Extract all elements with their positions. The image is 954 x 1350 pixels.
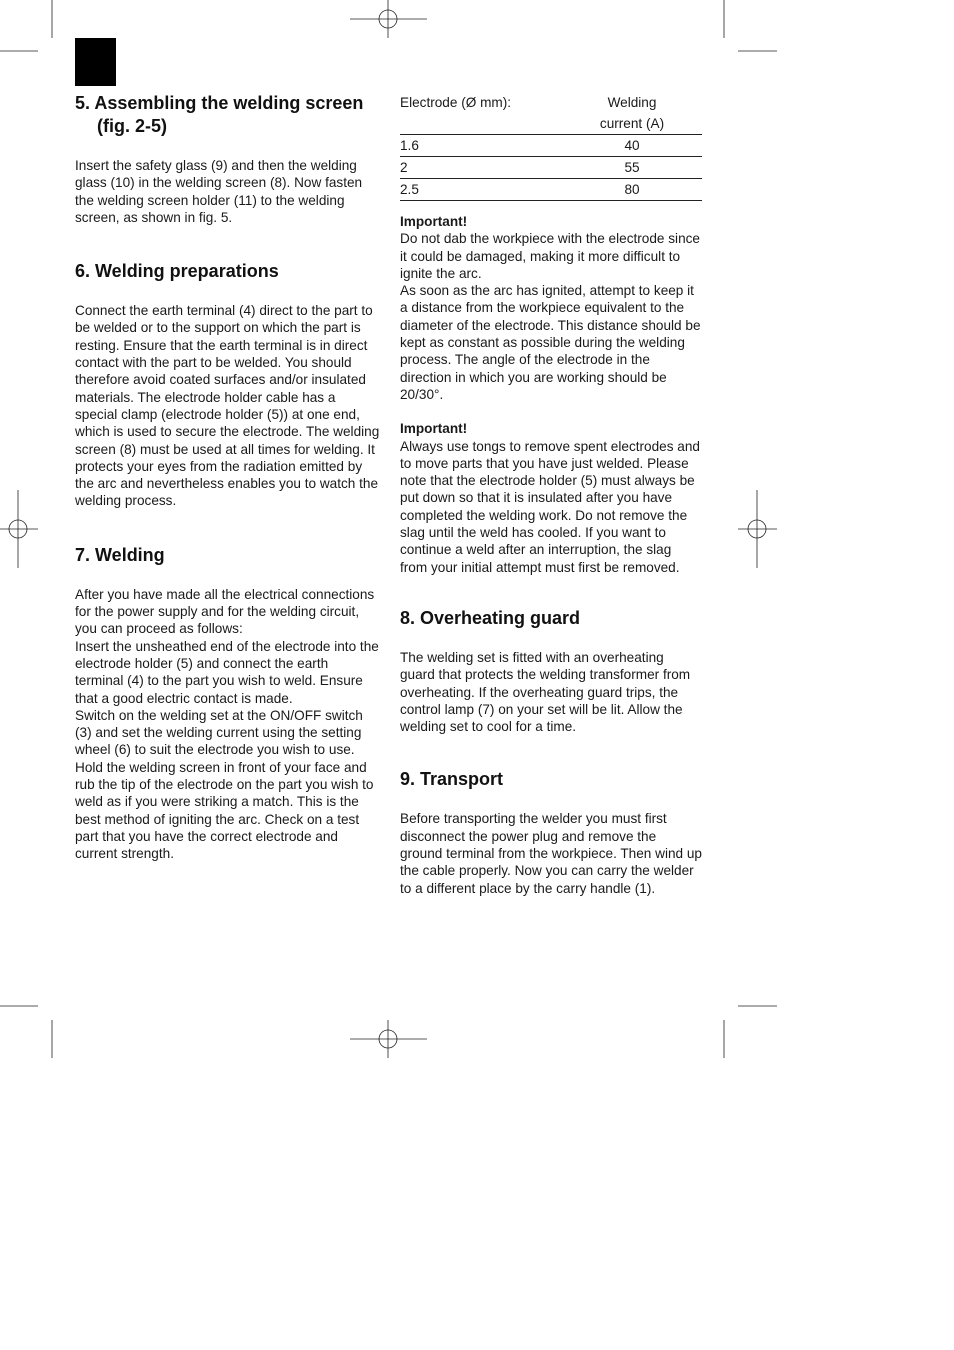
table-row [400, 157, 702, 179]
section-heading: 7. Welding [75, 544, 165, 565]
electrode-cell: 2.5 [400, 179, 562, 201]
paragraph: Insert the unsheathed end of the electrode into the electrode holder (5) and connect the earth terminal (4) to the part you wish to weld. Ensure that a good electric contact is made. [75, 638, 379, 706]
current-cell: 80 [562, 179, 702, 201]
table-row [400, 179, 702, 201]
paragraph: Connect the earth terminal (4) direct to the part to be welded or to the support on which the part is resting. Ensure that the earth terminal is in direct contact with the part to be welded. You should therefore avoid coated surfaces and/or insulated materials. The electrode holder cable has a special clamp (electrode holder (5)) at one end, which is used to secure the electrode. The welding screen (8) must be used at all times for welding. It protects your eyes from the radiation emitted by the arc and nevertheless enables you to watch the welding process. [75, 303, 380, 509]
section-overheating-guard [400, 607, 702, 735]
important-note-arc [400, 213, 702, 403]
paragraph: After you have made all the electrical connections for the power supply and for the welding circuit, you can proceed as follows: [75, 586, 375, 637]
welding-current-table [400, 92, 702, 201]
section-assembling-screen [75, 92, 380, 226]
current-column-header [562, 92, 702, 135]
electrode-column-header: Electrode (Ø mm): [400, 95, 512, 110]
paragraph: Do not dab the workpiece with the electrode since it could be damaged, making it more difficult to ignite the arc. [400, 231, 700, 281]
table-row [400, 135, 702, 157]
section-heading: 6. Welding preparations [75, 261, 279, 282]
current-cell: 55 [562, 157, 702, 179]
paragraph: Always use tongs to remove spent electrodes and to move parts that you have just welded. Please note that the electrode holder (5) must always be put down so that it is insulated after you have completed the welding work. Do not remove the slag until the weld has cooled. If you want to continue a weld after an interruption, the slag from your initial attempt must first be removed. [400, 438, 700, 575]
left-column [75, 92, 380, 863]
electrode-cell: 2 [400, 157, 562, 179]
section-heading: 5. Assembling the welding screen (fig. 2-5) [75, 93, 364, 136]
paragraph: The welding set is fitted with an overheating guard that protects the welding transformer from overheating. If the overheating guard trips, the control lamp (7) on your set will be lit. Allow the welding set to cool for a time. [400, 649, 691, 735]
paragraph: Insert the safety glass (9) and then the welding glass (10) in the welding screen (8). Now fasten the welding screen holder (11) to the welding screen, as shown in fig. 5. [75, 158, 363, 225]
paragraph: Switch on the welding set at the ON/OFF switch (3) and set the welding current using the setting wheel (6) to suit the electrode you wish to use. Hold the welding screen in front of your face and rub the tip of the electrode on the part you wish to weld as if you were striking a match. This is the best method of igniting the arc. Check on a test part that you have the correct electrode and current strength. [75, 707, 374, 862]
right-column [400, 92, 702, 897]
paragraph: As soon as the arc has ignited, attempt to keep it a distance from the workpiece equivalent to the diameter of the electrode. This distance should be kept as constant as possible during the welding process. The angle of the electrode in the direction in which you are working should be 20/30°. [400, 283, 701, 402]
paragraph: Before transporting the welder you must first disconnect the power plug and remove the ground terminal from the workpiece. Then wind up the cable properly. Now you can carry the welder to a different place by the carry handle (1). [400, 811, 702, 896]
section-transport [400, 768, 702, 896]
section-welding [75, 544, 380, 863]
language-tab-block [75, 38, 116, 86]
section-heading: 9. Transport [400, 769, 504, 790]
current-cell: 40 [562, 135, 702, 157]
important-label: Important! [400, 214, 468, 229]
section-heading: 8. Overheating guard [400, 607, 581, 628]
table-header-row [400, 92, 702, 135]
section-welding-preparations [75, 260, 380, 510]
important-note-electrodes [400, 420, 702, 576]
important-label: Important! [400, 421, 468, 437]
current-header-line: current (A) [599, 116, 665, 131]
electrode-cell: 1.6 [400, 135, 562, 157]
current-header-line: Welding [607, 95, 657, 110]
